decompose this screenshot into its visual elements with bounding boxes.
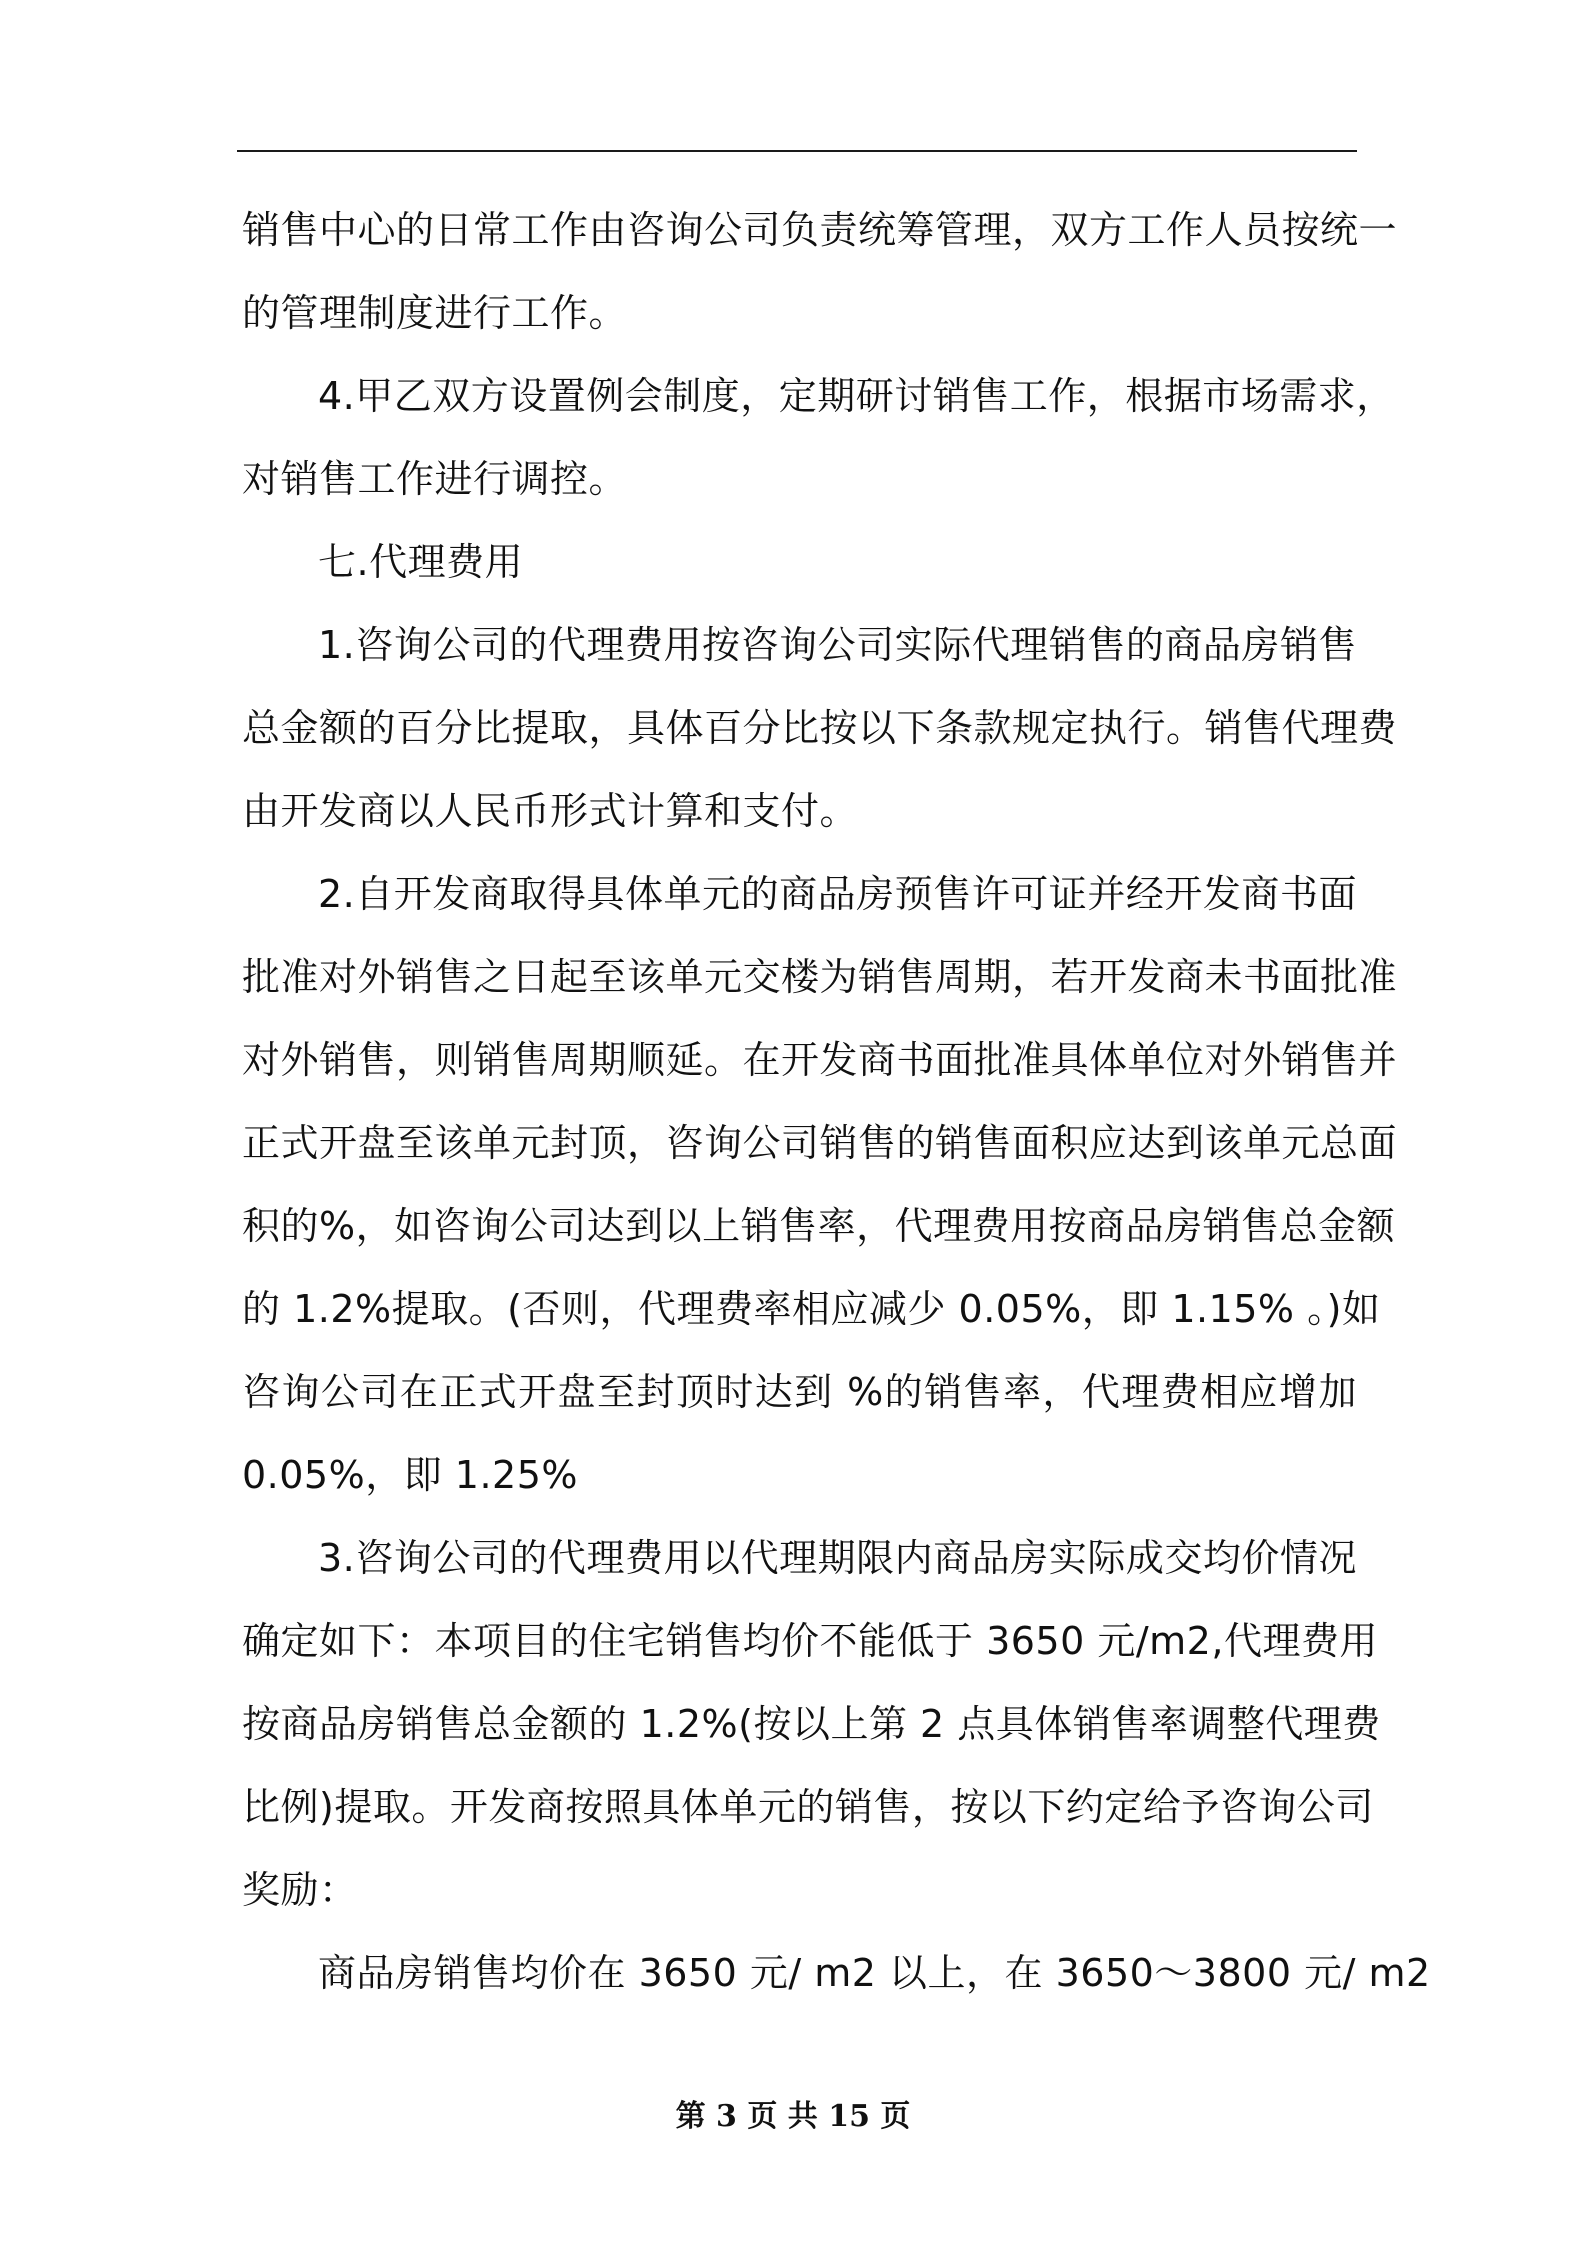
paragraph-line: 总金额的百分比提取，具体百分比按以下条款规定执行。销售代理费 <box>242 706 1398 750</box>
paragraph-line: 奖励： <box>242 1868 358 1912</box>
paragraph-line: 1.咨询公司的代理费用按咨询公司实际代理销售的商品房销售 <box>318 623 1357 667</box>
paragraph-line: 由开发商以人民币形式计算和支付。 <box>242 789 859 833</box>
paragraph-line: 3.咨询公司的代理费用以代理期限内商品房实际成交均价情况 <box>318 1536 1357 1580</box>
paragraph-line: 销售中心的日常工作由咨询公司负责统筹管理，双方工作人员按统一 <box>242 208 1398 252</box>
paragraph-line: 比例)提取。开发商按照具体单元的销售，按以下约定给予咨询公司 <box>242 1785 1374 1829</box>
section-heading: 七.代理费用 <box>318 540 524 584</box>
page-number-footer: 第 3 页 共 15 页 <box>675 2099 911 2134</box>
paragraph-line: 对外销售，则销售周期顺延。在开发商书面批准具体单位对外销售并 <box>242 1038 1398 1082</box>
paragraph-line: 确定如下：本项目的住宅销售均价不能低于 3650 元/m2,代理费用 <box>242 1619 1378 1663</box>
paragraph-line: 4.甲乙双方设置例会制度，定期研讨销售工作，根据市场需求， <box>318 374 1395 418</box>
paragraph-line: 对销售工作进行调控。 <box>242 457 628 501</box>
document-body <box>242 195 1431 2021</box>
paragraph-line: 2.自开发商取得具体单元的商品房预售许可证并经开发商书面 <box>318 872 1357 916</box>
header-rule <box>237 150 1357 152</box>
paragraph-line: 的管理制度进行工作。 <box>242 291 628 335</box>
paragraph-line: 0.05%，即 1.25% <box>242 1453 579 1497</box>
paragraph-line: 积的%，如咨询公司达到以上销售率，代理费用按商品房销售总金额 <box>242 1204 1396 1248</box>
paragraph-line: 商品房销售均价在 3650 元/ m2 以上，在 3650～3800 元/ m2 <box>318 1951 1431 1995</box>
paragraph-line: 按商品房销售总金额的 1.2%(按以上第 2 点具体销售率调整代理费 <box>242 1702 1381 1746</box>
paragraph-line: 咨询公司在正式开盘至封顶时达到 %的销售率，代理费相应增加 <box>242 1370 1357 1414</box>
paragraph-line: 正式开盘至该单元封顶，咨询公司销售的销售面积应达到该单元总面 <box>242 1121 1398 1165</box>
paragraph-line: 批准对外销售之日起至该单元交楼为销售周期，若开发商未书面批准 <box>242 955 1398 999</box>
paragraph-line: 的 1.2%提取。(否则，代理费率相应减少 0.05%，即 1.15% 。)如 <box>242 1287 1381 1331</box>
